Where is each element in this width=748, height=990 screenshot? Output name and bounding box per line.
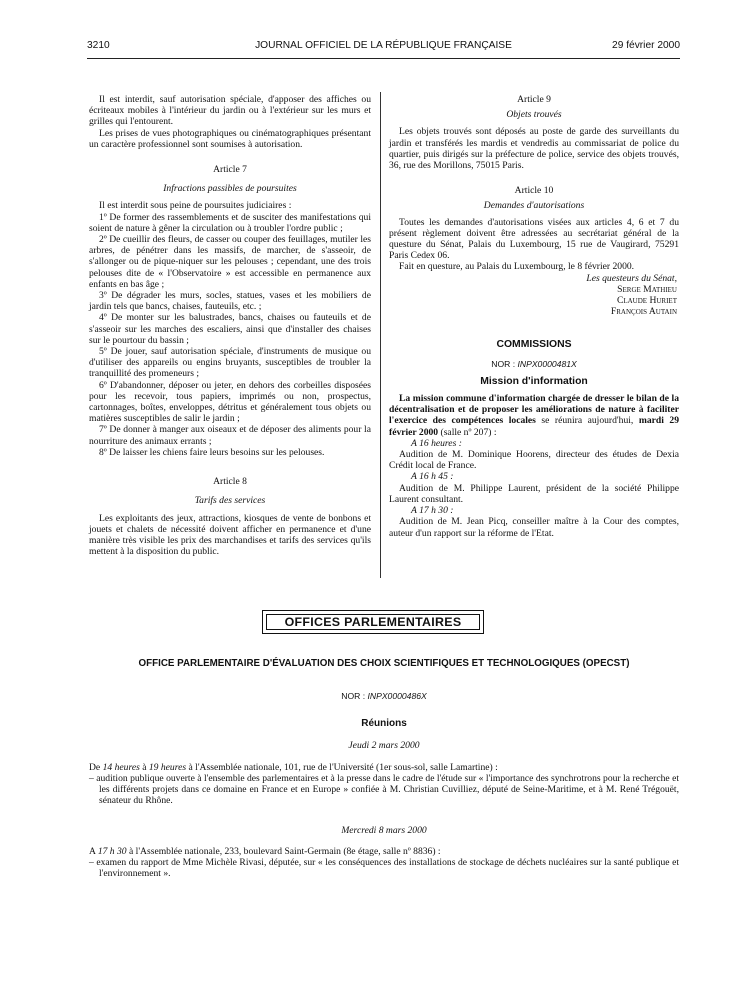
day-2-time: 17 h 30 bbox=[97, 845, 127, 857]
header-rule bbox=[87, 58, 680, 59]
signatory: Claude Huriet bbox=[616, 295, 677, 307]
slot-time: A 16 h 45 : bbox=[411, 471, 454, 483]
signatory: Serge Mathieu bbox=[617, 283, 677, 295]
article-8-title: Article 8 bbox=[213, 476, 247, 488]
article-8-subtitle: Tarifs des services bbox=[194, 495, 266, 507]
day-1-heading: Jeudi 2 mars 2000 bbox=[348, 739, 420, 751]
offices-section bbox=[89, 658, 679, 879]
article-9-text: Les objets trouvés sont déposés au poste de garde des surveillants du jardin et transférés les mardis et vendredis au commissariat de police du quartier, puis dirigés sur la préfecture de police, service des objets trouvés, 36, rue des Morillons, 75015 Paris. bbox=[389, 126, 679, 172]
day-1-end-time: 19 heures bbox=[148, 761, 187, 773]
left-column bbox=[89, 94, 371, 557]
article-7-subtitle: Infractions passibles de poursuites bbox=[163, 183, 297, 195]
mission-mid: se réunira aujourd'hui, bbox=[535, 415, 639, 427]
nor-value: INPX0000481X bbox=[517, 358, 577, 369]
day-1-line bbox=[89, 762, 679, 773]
issue-date: 29 février 2000 bbox=[612, 40, 680, 51]
slot-time: A 16 heures : bbox=[411, 437, 462, 449]
article-7-title: Article 7 bbox=[213, 164, 247, 176]
day-1-mid: à bbox=[139, 761, 149, 773]
article-7-item: 5º De jouer, sauf autorisation spéciale, d'instruments de musique ou d'utiliser des appareils ou engins bruyants, susceptibles de troubler la tranquillité des promeneurs ; bbox=[89, 346, 371, 380]
article-7-item: 7º De donner à manger aux oiseaux et de déposer des aliments pour la nourriture des animaux errants ; bbox=[89, 424, 371, 447]
day-2-prefix: A bbox=[89, 845, 98, 857]
slot-text: Audition de M. Jean Picq, conseiller maître à la Cour des comptes, auteur d'un rapport sur la réforme de l'Etat. bbox=[389, 516, 679, 539]
article-7-item: 4º De monter sur les balustrades, bancs, chaises ou fauteuils et de s'asseoir sur les marches des escaliers, ainsi que d'installer des chaises sur le pourtour du bassin ; bbox=[89, 312, 371, 346]
article-7-item: 8º De laisser les chiens faire leurs besoins sur les pelouses. bbox=[99, 446, 325, 458]
signatory: François Autain bbox=[610, 306, 677, 318]
day-1-item: – audition publique ouverte à l'ensemble des parlementaires et à la presse dans le cadre de l'étude sur « l'importance des synchrotrons pour la recherche et les différents projets dans ce domaine en France et en Europe » confiée à M. Christian Cuvilliez, député de Seine-Maritime, et à M. René Trégouët, sénateur du Rhône. bbox=[89, 773, 679, 807]
article-8-text: Les exploitants des jeux, attractions, kiosques de vente de bonbons et jouets et chalets de nécessité doivent afficher en permanence et d'une manière très visible les prix des marchandises et tarifs des services qu'ils mettent à la disposition du public. bbox=[89, 512, 371, 558]
article-7-item: 2º De cueillir des fleurs, de casser ou couper des feuillages, mutiler les arbres, de pénétrer dans les massifs, de marcher, de s'asseoir, de s'allonger ou de pique-niquer sur les pelouses ; cependant, une des trois pelouses dite de « l'Observatoire » est accessible en permanence aux enfants en bas âge ; bbox=[89, 234, 371, 290]
office-nor-value: INPX0000486X bbox=[367, 691, 427, 702]
article-7-item: 3º De dégrader les murs, socles, statues, vases et les mobiliers de jardin tels que bancs, chaises, fauteuils, etc. ; bbox=[89, 290, 371, 313]
page-header bbox=[87, 38, 680, 54]
column-separator bbox=[380, 92, 381, 578]
article-9-subtitle: Objets trouvés bbox=[506, 109, 562, 121]
intro-paragraph: Les prises de vues photographiques ou cinématographiques présentant un caractère professionnel sont soumises à autorisation. bbox=[89, 127, 371, 150]
page-number: 3210 bbox=[87, 40, 110, 51]
mission-bold: La mission commune d'information chargée de dresser le bilan de la décentralisation et de proposer les améliorations de nature à faciliter l'exercice des compétences locales bbox=[389, 393, 679, 427]
article-10-title: Article 10 bbox=[514, 185, 554, 197]
office-heading: OFFICE PARLEMENTAIRE D'ÉVALUATION DES CHOIX SCIENTIFIQUES ET TECHNOLOGIQUES (OPECST) bbox=[138, 658, 630, 669]
mission-heading: Mission d'information bbox=[480, 375, 588, 387]
slot-time: A 17 h 30 : bbox=[411, 505, 454, 517]
article-7-item: 6º D'abandonner, déposer ou jeter, en dehors des corbeilles disposées pour les recevoir, tous papiers, imprimés ou non, prospectus, cartonnages, boîtes, enveloppes, détritus et généralement tous objets ou matières susceptibles de salir le jardin ; bbox=[89, 379, 371, 425]
reunions-heading: Réunions bbox=[361, 718, 407, 730]
article-7-item: 1º De former des rassemblements et de susciter des manifestations qui soient de nature à gêner la circulation ou à troubler l'ordre public ; bbox=[89, 211, 371, 234]
article-10-text: Toutes les demandes d'autorisations visées aux articles 4, 6 et 7 du présent règlement doivent être adressées au secrétariat général de la questure du Sénat, Palais du Luxembourg, 15 rue de Vaugirard, 75291 Paris Cedex 06. bbox=[389, 216, 679, 262]
article-7-intro: Il est interdit sous peine de poursuites judiciaires : bbox=[99, 200, 292, 212]
day-1-location: à l'Assemblée nationale, 101, rue de l'Université (1er sous-sol, salle Lamartine) : bbox=[186, 761, 498, 773]
commissions-heading: COMMISSIONS bbox=[496, 339, 572, 351]
day-2-line bbox=[89, 846, 679, 857]
day-1-start-time: 14 heures bbox=[102, 761, 140, 773]
offices-box-title: OFFICES PARLEMENTAIRES bbox=[266, 614, 480, 630]
day-2-item: – examen du rapport de Mme Michèle Rivasi, députée, sur « les conséquences des installations de stockage de déchets nucléaires sur la santé publique et l'environnement ». bbox=[89, 857, 679, 880]
article-9-title: Article 9 bbox=[517, 94, 551, 105]
article-10-subtitle: Demandes d'autorisations bbox=[483, 200, 585, 212]
slot-text: Audition de M. Philippe Laurent, président de la société Philippe Laurent consultant. bbox=[389, 482, 679, 505]
offices-box bbox=[262, 610, 484, 634]
intro-paragraph: Il est interdit, sauf autorisation spéciale, d'apposer des affiches ou écriteaux mobiles à l'intérieur du jardin ou à l'extérieur sur les murs et grilles qui l'entourent. bbox=[89, 94, 371, 128]
day-2-heading: Mercredi 8 mars 2000 bbox=[341, 824, 427, 836]
right-column bbox=[389, 94, 679, 539]
day-1-prefix: De bbox=[89, 761, 103, 773]
mission-paragraph bbox=[389, 393, 679, 438]
slot-text: Audition de M. Dominique Hoorens, directeur des études de Dexia Crédit local de France. bbox=[389, 449, 679, 472]
nor-label: NOR : bbox=[491, 358, 516, 369]
day-2-location: à l'Assemblée nationale, 233, boulevard Saint-Germain (8e étage, salle nº 8836) : bbox=[126, 845, 441, 857]
nor-reference bbox=[389, 359, 679, 370]
signature-title: Les questeurs du Sénat, bbox=[586, 272, 677, 284]
fait-line: Fait en questure, au Palais du Luxembourg, le 8 février 2000. bbox=[399, 261, 635, 273]
mission-date: mardi 29 février 2000 bbox=[389, 415, 679, 438]
journal-title: JOURNAL OFFICIEL DE LA RÉPUBLIQUE FRANÇAISE bbox=[255, 40, 512, 51]
office-nor-label: NOR : bbox=[341, 691, 366, 702]
mission-end: (salle nº 207) : bbox=[438, 426, 497, 438]
office-nor-reference bbox=[89, 691, 679, 702]
